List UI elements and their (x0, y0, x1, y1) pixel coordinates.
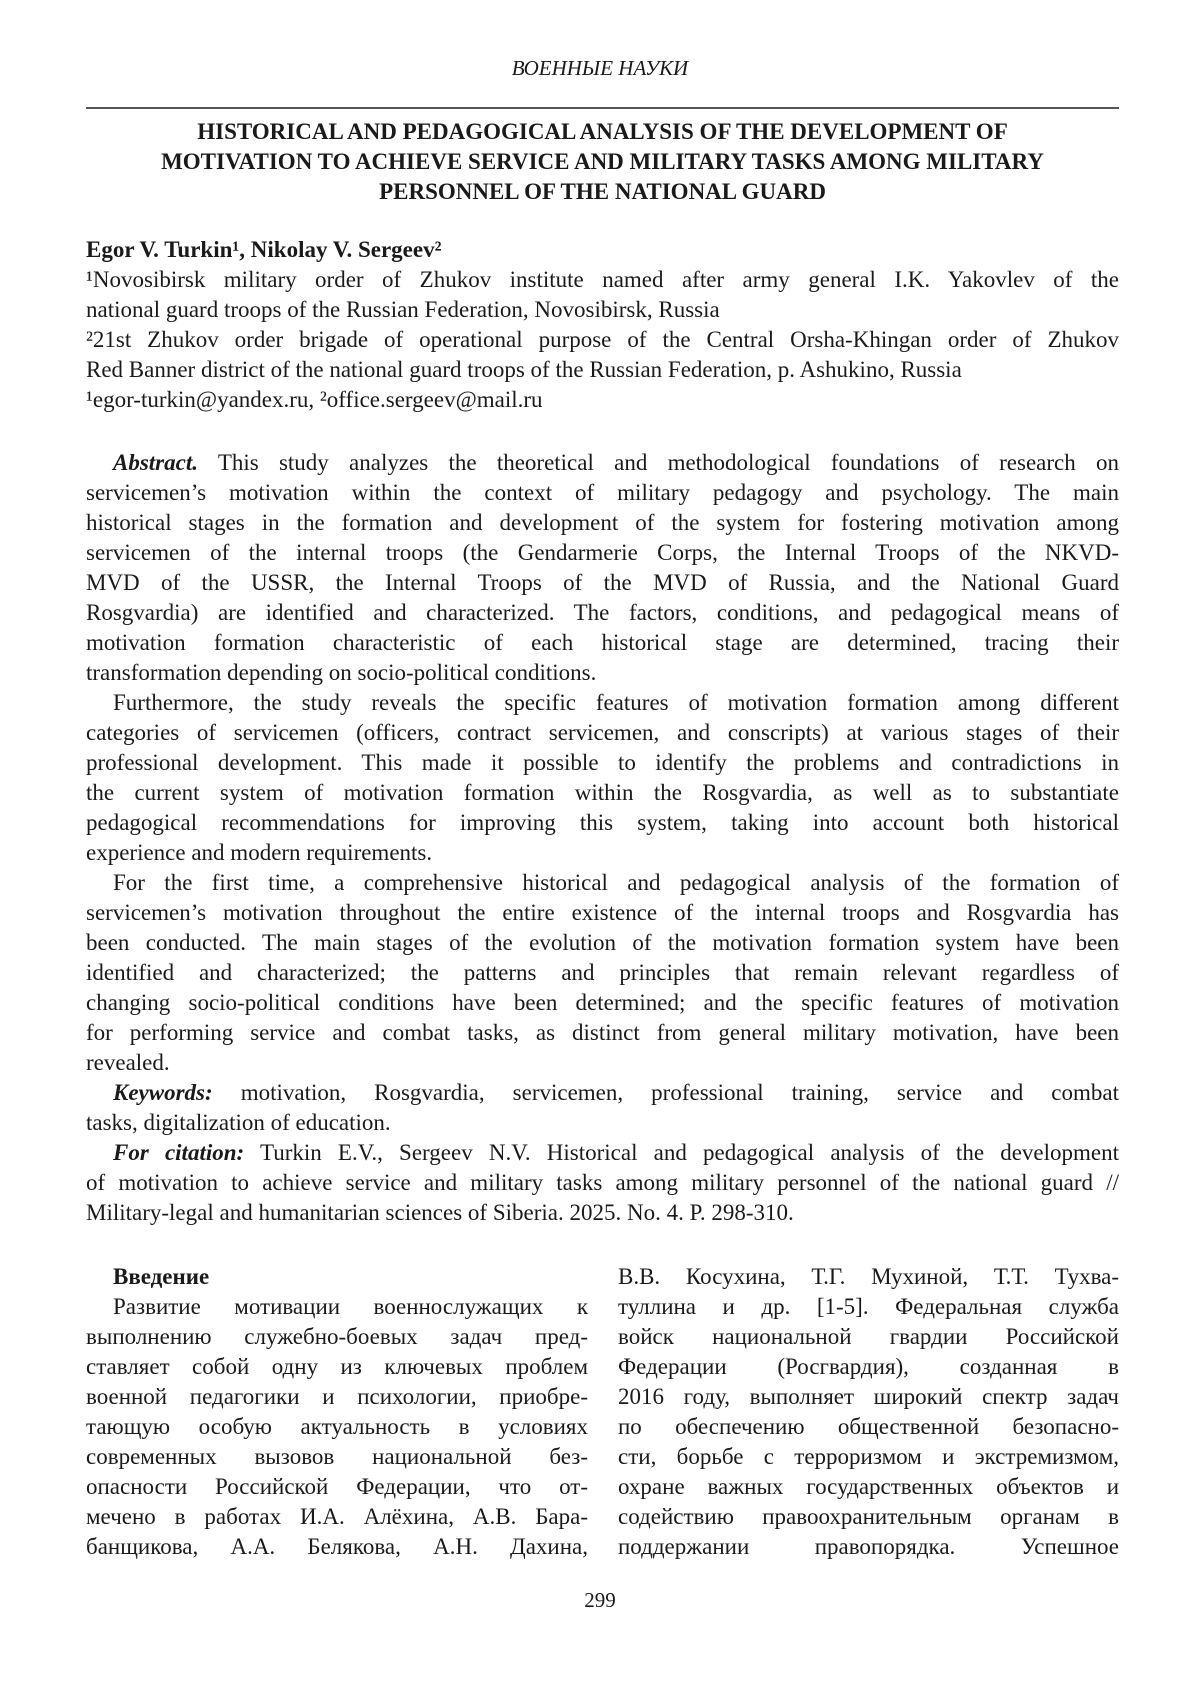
paragraph-line (86, 1048, 1119, 1078)
intro-line: банщикова, А.А. Белякова, А.Н. Дахина, (86, 1534, 588, 1559)
intro-line: охране важных государственных объектов и (618, 1474, 1119, 1499)
abstract-paragraph (86, 1138, 1119, 1228)
line-text: professional development. This made it possible to identify the problems and contradictions in (86, 750, 1119, 775)
line-text: identified and characterized; the patterns and principles that remain relevant regardless of (86, 960, 1119, 985)
authors-block (86, 235, 1119, 415)
line-text: servicemen of the internal troops (the Gendarmerie Corps, the Internal Troops of the NKVD- (86, 540, 1119, 565)
line-text: changing socio-political conditions have been determined; and the specific features of motivation (86, 990, 1119, 1015)
intro-line: тающую особую актуальность в условиях (86, 1414, 588, 1439)
intro-line: военной педагогики и психологии, приобре- (86, 1384, 588, 1409)
line-text: This study analyzes the theoretical and methodological foundations of research on (217, 450, 1119, 475)
line-text: servicemen’s motivation throughout the entire existence of the internal troops and Rosgvardia has (86, 900, 1119, 925)
abstract-paragraph (86, 1078, 1119, 1138)
paragraph-line (86, 1168, 1119, 1198)
line-text: tasks, digitalization of education. (86, 1110, 391, 1135)
title-line: PERSONNEL OF THE NATIONAL GUARD (379, 179, 826, 204)
paragraph-line (86, 898, 1119, 928)
title-line: MOTIVATION TO ACHIEVE SERVICE AND MILITARY TASKS AMONG MILITARY (161, 149, 1044, 174)
affiliation-line: national guard troops of the Russian Federation, Novosibirsk, Russia (86, 297, 720, 322)
intro-line: туллина и др. [1-5]. Федеральная служба (618, 1294, 1119, 1319)
paragraph-line (86, 718, 1119, 748)
paragraph-label: Keywords: (113, 1080, 213, 1105)
intro-line: Федерации (Росгвардия), созданная в (618, 1354, 1119, 1379)
abstract-paragraph (86, 868, 1119, 1078)
paragraph-line (86, 1108, 1119, 1138)
page-number: 299 (584, 1588, 616, 1612)
paragraph-line (86, 658, 1119, 688)
article-title (86, 117, 1119, 207)
line-text: Furthermore, the study reveals the specific features of motivation formation among different (113, 690, 1119, 715)
paragraph-line (86, 1018, 1119, 1048)
intro-line: поддержании правопорядка. Успешное (618, 1534, 1119, 1559)
paragraph-line (86, 958, 1119, 988)
paragraph-line (86, 808, 1119, 838)
paragraph-label: Abstract. (113, 450, 198, 475)
line-text: transformation depending on socio-political conditions. (86, 660, 597, 685)
abstract-paragraph (86, 688, 1119, 868)
paragraph-line (86, 1198, 1119, 1228)
affiliations (86, 265, 1119, 415)
paragraph-line (86, 868, 1119, 898)
line-text: revealed. (86, 1050, 170, 1075)
intro-line: ставляет собой одну из ключевых проблем (86, 1354, 588, 1379)
paragraph-line (86, 628, 1119, 658)
affiliation-line: ¹Novosibirsk military order of Zhukov institute named after army general I.K. Yakovlev of the (86, 267, 1119, 292)
line-text: motivation, Rosgvardia, servicemen, professional training, service and combat (240, 1080, 1119, 1105)
paragraph-line (86, 598, 1119, 628)
authors: Egor V. Turkin¹, Nikolay V. Sergeev² (86, 237, 442, 262)
running-head: ВОЕННЫЕ НАУКИ (511, 56, 689, 80)
intro-line: сти, борьбе с терроризмом и экстремизмом, (618, 1444, 1119, 1469)
paragraph-line (86, 928, 1119, 958)
paragraph-line (86, 988, 1119, 1018)
line-text: been conducted. The main stages of the evolution of the motivation formation system have been (86, 930, 1119, 955)
paragraph-line (86, 748, 1119, 778)
line-text: experience and modern requirements. (86, 840, 433, 865)
line-text: pedagogical recommendations for improving this system, taking into account both historical (86, 810, 1119, 835)
paragraph-line (86, 568, 1119, 598)
paragraph-line (86, 508, 1119, 538)
affiliation-line: ²21st Zhukov order brigade of operational purpose of the Central Orsha-Khingan order of Zhukov (86, 327, 1119, 352)
abstract-section (86, 448, 1119, 1228)
line-text: the current system of motivation formation within the Rosgvardia, as well as to substantiate (86, 780, 1119, 805)
paragraph-line (86, 778, 1119, 808)
line-text: MVD of the USSR, the Internal Troops of the MVD of Russia, and the National Guard (86, 570, 1119, 595)
affiliation-line: ¹egor-turkin@yandex.ru, ²office.sergeev@mail.ru (86, 387, 543, 412)
line-text: historical stages in the formation and development of the system for fostering motivation among (86, 510, 1119, 535)
intro-line: Развитие мотивации военнослужащих к (113, 1294, 588, 1319)
intro-line: 2016 году, выполняет широкий спектр задач (618, 1384, 1119, 1409)
intro-line: по обеспечению общественной безопасно- (618, 1414, 1119, 1439)
paragraph-line (86, 538, 1119, 568)
line-text: for performing service and combat tasks, as distinct from general military motivation, have been (86, 1020, 1119, 1045)
line-text: categories of servicemen (officers, contract servicemen, and conscripts) at various stages of their (86, 720, 1119, 745)
intro-line: выполнению служебно-боевых задач пред- (86, 1324, 588, 1349)
paragraph-line (86, 838, 1119, 868)
paragraph-line (86, 478, 1119, 508)
intro-line: содействию правоохранительным органам в (618, 1504, 1119, 1529)
intro-heading: Введение (113, 1264, 210, 1289)
paragraph-line (86, 688, 1119, 718)
paragraph-line (86, 1138, 1119, 1168)
header-rule (86, 107, 1119, 109)
intro-line: В.В. Косухина, Т.Г. Мухиной, Т.Т. Тухва- (618, 1264, 1119, 1289)
line-text: of motivation to achieve service and military tasks among military personnel of the national guard // (86, 1170, 1119, 1195)
line-text: motivation formation characteristic of each historical stage are determined, tracing their (86, 630, 1119, 655)
intro-line: мечено в работах И.А. Алёхина, А.В. Бара- (86, 1504, 588, 1529)
intro-column-right (618, 1262, 1119, 1562)
line-text: For the first time, a comprehensive historical and pedagogical analysis of the formation of (113, 870, 1119, 895)
affiliation-line: Red Banner district of the national guard troops of the Russian Federation, p. Ashukino, Russia (86, 357, 962, 382)
intro-column-left (86, 1262, 588, 1562)
line-text: servicemen’s motivation within the context of military pedagogy and psychology. The main (86, 480, 1119, 505)
line-text: Rosgvardia) are identified and characterized. The factors, conditions, and pedagogical means of (86, 600, 1119, 625)
intro-line: войск национальной гвардии Российской (618, 1324, 1119, 1349)
paragraph-line (86, 448, 1119, 478)
line-text: Turkin E.V., Sergeev N.V. Historical and pedagogical analysis of the development (259, 1140, 1119, 1165)
paragraph-label: For citation: (113, 1140, 245, 1165)
abstract-paragraph (86, 448, 1119, 688)
title-line: HISTORICAL AND PEDAGOGICAL ANALYSIS OF THE DEVELOPMENT OF (197, 119, 1008, 144)
line-text: Military-legal and humanitarian sciences of Siberia. 2025. No. 4. P. 298-310. (86, 1200, 794, 1225)
intro-line: опасности Российской Федерации, что от- (86, 1474, 588, 1499)
intro-line: современных вызовов национальной без- (86, 1444, 588, 1469)
paragraph-line (86, 1078, 1119, 1108)
